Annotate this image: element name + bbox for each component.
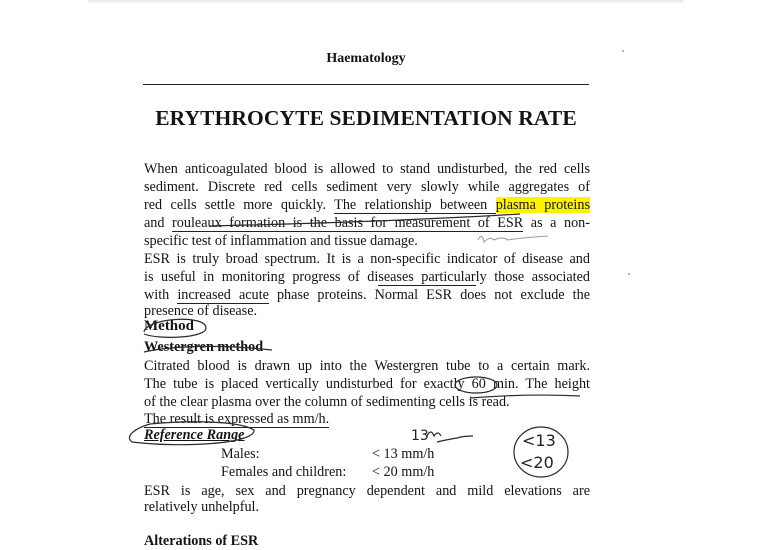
range-value-males: < 13 mm/h [372, 446, 435, 462]
running-header: Haematology [326, 51, 406, 66]
next-section-heading: Alterations of ESR [144, 533, 259, 549]
range-label-females: Females and children: [221, 464, 347, 480]
intro-text: as a non- [523, 215, 590, 231]
method-text: The tube is placed vertically undisturbed for exactly [144, 376, 472, 392]
para2-text: phase proteins. Normal ESR does not exclude the [268, 287, 591, 303]
highlighted-text: plasma proteins [495, 197, 590, 213]
intro-text: and [144, 215, 173, 231]
range-label-males: Males: [221, 446, 260, 462]
intro-text: red cells settle more quickly. [144, 197, 335, 213]
closing-line-2: relatively unhelpful. [144, 499, 260, 515]
method-circle-stroke [144, 319, 206, 337]
method-line-3: of the clear plasma over the column of sedimenting cells is read. [144, 394, 510, 410]
para2-line-1: ESR is truly broad spectrum. It is a non-specific indicator of disease and [144, 251, 590, 267]
closing-line-1: ESR is age, sex and pregnancy dependent and mild elevations are [144, 483, 590, 499]
method-heading: Method [144, 318, 194, 334]
reference-range-heading: Reference Range [144, 427, 245, 443]
margin-note-scribble [427, 432, 473, 442]
range-value-females: < 20 mm/h [372, 464, 435, 480]
para2-text: ly those associated [475, 269, 590, 285]
reference-circle-stroke [129, 422, 254, 445]
margin-note-lt20: <20 [520, 453, 554, 472]
ink-underline-stroke [210, 214, 520, 226]
circled-duration: 60 m [471, 376, 504, 392]
underlined-text: The relationship between [334, 197, 496, 213]
para2-text: is useful in monitoring progress of di [144, 269, 379, 285]
intro-line-5: specific test of inflammation and tissue damage. [144, 233, 418, 249]
ink-scribble [478, 236, 548, 242]
intro-line-1: When anticoagulated blood is allowed to stand undisturbed, the red cells [144, 161, 590, 177]
margin-note-13: 13 [411, 428, 429, 444]
westergren-heading: Westergren method [144, 339, 264, 355]
margin-note-lt13: <13 [522, 431, 556, 450]
intro-line-2: sediment. Discrete red cells sediment very slowly while aggregates of [144, 179, 590, 195]
method-line-1: Citrated blood is drawn up into the Westergren tube to a certain mark. [144, 358, 590, 374]
underlined-text: seases particular [378, 269, 476, 285]
underlined-text: The result is expressed as mm/h. [144, 411, 330, 427]
method-text: in. The height [503, 376, 590, 392]
para2-line-4: presence of disease. [144, 303, 258, 319]
westergren-underline-stroke [144, 346, 272, 352]
underlined-text: increased acute [177, 287, 269, 303]
duration-circle [455, 377, 497, 393]
result-underline-stroke [470, 395, 580, 398]
para2-text: with [144, 287, 178, 303]
underlined-text: rouleaux formation is the basis for measurement of ESR [172, 215, 524, 231]
page-title: ERYTHROCYTE SEDIMENTATION RATE [155, 106, 577, 130]
